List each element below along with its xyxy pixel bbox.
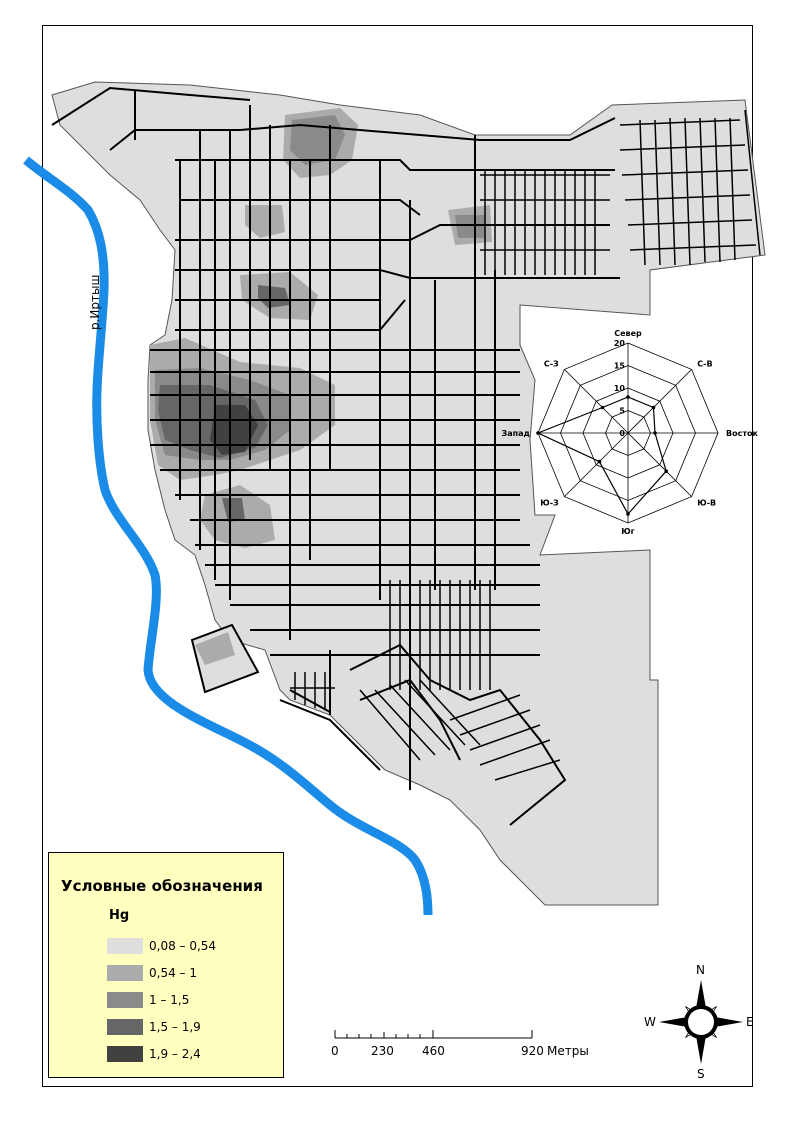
rose-point [598,460,602,464]
legend-label: 1 – 1,5 [149,993,190,1007]
rose-point [536,431,540,435]
rose-direction-label: Восток [726,429,758,438]
rose-tick-label: 10 [613,384,625,393]
legend-label: 1,9 – 2,4 [149,1047,201,1061]
rose-tick-label: 15 [613,361,625,371]
rose-tick-label: 0 [619,429,625,438]
legend-item [107,1045,201,1063]
rose-direction-label: С-В [697,359,713,369]
legend-swatch [107,992,143,1008]
compass-w: W [644,1015,656,1029]
rose-direction-label: Ю-З [540,498,559,508]
legend-swatch [107,1019,143,1035]
legend-label: 0,54 – 1 [149,966,197,980]
legend-swatch [107,1046,143,1062]
rose-tick-label: 20 [613,339,625,348]
rose-point [601,406,605,410]
rose-direction-label: Север [614,329,642,338]
compass-n: N [696,963,705,977]
legend-swatch [107,965,143,981]
rose-tick-label: 5 [619,406,625,416]
legend-item [107,1018,201,1036]
legend-label: 0,08 – 0,54 [149,939,217,953]
legend [48,852,284,1078]
rose-direction-label: Ю-В [697,498,717,508]
legend-variable: Hg [109,908,130,923]
rose-point [664,469,668,473]
legend-label: 1,5 – 1,9 [149,1020,201,1034]
river-label: р.Иртыш [88,274,102,330]
legend-title: Условные обозначения [61,877,263,895]
scale-label-460: 460 [422,1044,445,1058]
rose-point [626,395,630,399]
scale-bar [335,1030,532,1038]
rose-direction-label: Юг [621,527,635,536]
compass-s: S [697,1067,705,1081]
scale-unit: Метры [547,1044,589,1058]
scale-label-0: 0 [331,1044,339,1058]
rose-direction-label: С-З [543,359,559,369]
legend-item [107,937,216,955]
rose-point [626,512,630,516]
legend-item [107,964,197,982]
compass-icon [659,980,743,1064]
legend-item [107,991,189,1009]
rose-point [652,406,656,410]
rose-point [653,431,657,435]
wind-rose [502,329,759,536]
scale-label-920: 920 [521,1044,544,1058]
rose-direction-label: Запад [501,429,530,438]
compass-e: E [746,1015,754,1029]
legend-swatch [107,938,143,954]
scale-label-230: 230 [371,1044,394,1058]
